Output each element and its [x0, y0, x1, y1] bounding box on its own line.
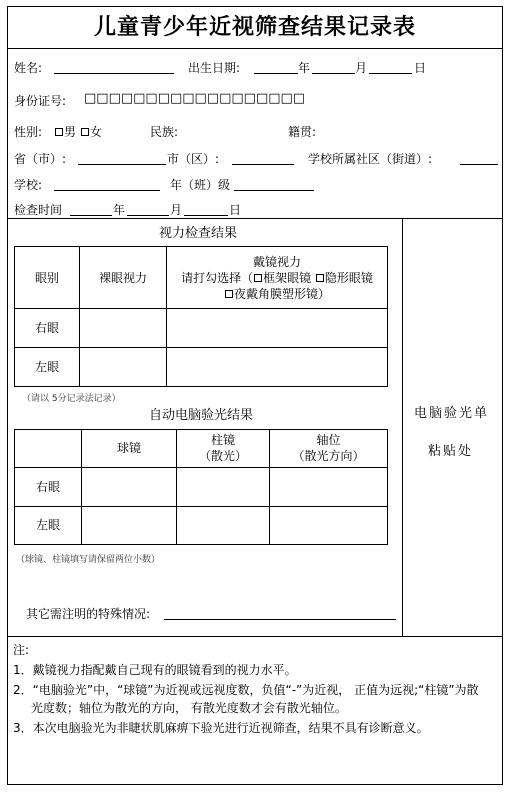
cylinder-title: 柱镜: [210, 433, 235, 447]
glasses-choose-suffix: ）: [318, 286, 331, 301]
birth-label: 出生日期:: [188, 61, 241, 75]
vision-col-glasses: [167, 247, 388, 309]
section-divider-bottom: [7, 636, 503, 637]
community-label: 学校所属社区（街道）:: [308, 152, 433, 166]
vision-left-glasses-cell[interactable]: [167, 348, 388, 387]
school-field[interactable]: [54, 178, 160, 191]
section-divider-top: [7, 218, 503, 219]
district-field[interactable]: [232, 152, 294, 165]
refraction-right-eye-label: 右眼: [15, 467, 82, 506]
refraction-left-cylinder-cell[interactable]: [177, 506, 270, 544]
exam-year-unit: 年: [113, 203, 126, 217]
grade-label: 年（班）级: [170, 178, 231, 192]
contact-lens-label: 隐形眼镜: [324, 270, 373, 285]
school-label: 学校:: [14, 178, 43, 192]
refraction-right-axis-cell[interactable]: [270, 467, 388, 506]
province-field[interactable]: [78, 152, 166, 165]
paste-area-line2: 粘贴处: [428, 444, 474, 459]
paste-area-divider: [402, 218, 403, 636]
gender-label: 性别:: [14, 125, 43, 139]
community-field[interactable]: [460, 152, 498, 165]
refraction-section-title: 自动电脑验光结果: [15, 404, 388, 429]
refraction-left-sphere-cell[interactable]: [82, 506, 177, 544]
note-item-2-cont: 光度数；轴位为散光的方向， 有散光度数才会有散光轴位。: [31, 701, 347, 715]
id-label: 身份证号:: [14, 94, 67, 108]
axis-title: 轴位: [316, 433, 341, 447]
glasses-title: 戴镜视力: [252, 254, 301, 269]
note-item-2: 2．“电脑验光”中，“球镜”为近视或远视度数，负值“-”为近视， 正值为远视;“柱镜”为散: [13, 683, 479, 697]
birth-month-unit: 月: [355, 61, 368, 75]
birth-day-field[interactable]: [369, 61, 412, 74]
exam-time-label: 检查时间: [14, 203, 63, 217]
exam-day-unit: 日: [229, 203, 242, 217]
name-field[interactable]: [54, 61, 174, 74]
title-divider: [7, 48, 503, 49]
note-item-3: 3．本次电脑验光为非睫状肌麻痹下验光进行近视筛查，结果不具有诊断意义。: [13, 721, 429, 735]
note-item-1: 1．戴镜视力指配戴自己现有的眼镜看到的视力水平。: [13, 663, 297, 677]
ortho-lens-label: 夜戴角膜塑形镜: [233, 286, 318, 301]
glasses-choose-prefix: 请打勾选择（: [181, 270, 254, 285]
refraction-col-axis: [270, 429, 388, 467]
female-label: 女: [90, 125, 103, 139]
refraction-right-cylinder-cell[interactable]: [177, 467, 270, 506]
glasses-choice-line2: [167, 286, 387, 302]
exam-year-field[interactable]: [70, 203, 112, 216]
notes-section: [13, 641, 497, 737]
refraction-left-eye-label: 左眼: [15, 506, 82, 544]
male-checkbox[interactable]: [55, 128, 63, 136]
notes-heading: 注:: [13, 643, 30, 657]
exam-month-unit: 月: [170, 203, 183, 217]
cylinder-subtitle: （散光）: [198, 449, 247, 463]
ortho-lens-checkbox[interactable]: [225, 290, 233, 298]
birth-month-field[interactable]: [312, 61, 355, 74]
refraction-table: [14, 404, 388, 545]
grade-field[interactable]: [234, 178, 314, 191]
frame-glasses-checkbox[interactable]: [254, 274, 262, 282]
refraction-left-axis-cell[interactable]: [270, 506, 388, 544]
refraction-note: （球镜、柱镜填写请保留两位小数）: [16, 555, 161, 565]
form-title: 儿童青少年近视筛查结果记录表: [93, 14, 416, 40]
vision-right-naked-cell[interactable]: [80, 309, 167, 348]
vision-section-title: 视力检查结果: [159, 226, 238, 241]
contact-lens-checkbox[interactable]: [316, 274, 324, 282]
refraction-col-sphere: 球镜: [82, 429, 177, 467]
male-label: 男: [64, 125, 77, 139]
frame-glasses-label: 框架眼镜: [263, 270, 312, 285]
female-checkbox[interactable]: [81, 128, 89, 136]
glasses-choice-line1: [167, 270, 387, 286]
refraction-col-cylinder: [177, 429, 270, 467]
exam-day-field[interactable]: [184, 203, 228, 216]
id-number-boxes[interactable]: □□□□□□□□□□□□□□□□□□: [84, 91, 306, 106]
birth-year-unit: 年: [298, 61, 311, 75]
exam-month-field[interactable]: [127, 203, 169, 216]
vision-note: （请以 5分记录法记录）: [22, 394, 121, 404]
vision-right-eye-label: 右眼: [15, 309, 80, 348]
vision-col-eye: 眼别: [15, 247, 80, 309]
birth-year-field[interactable]: [254, 61, 298, 74]
gender-male-option[interactable]: [54, 125, 76, 139]
special-notes-field[interactable]: [164, 607, 396, 620]
province-label: 省（市）:: [14, 152, 67, 166]
birth-day-unit: 日: [414, 61, 427, 75]
vision-left-eye-label: 左眼: [15, 348, 80, 387]
district-label: 市（区）:: [167, 152, 220, 166]
vision-table: [14, 246, 388, 387]
special-notes-label: 其它需注明的特殊情况:: [26, 607, 151, 621]
paste-area-line1: 电脑验光单: [414, 406, 490, 421]
vision-right-glasses-cell[interactable]: [167, 309, 388, 348]
refraction-right-sphere-cell[interactable]: [82, 467, 177, 506]
refraction-col-eye: [15, 429, 82, 467]
vision-left-naked-cell[interactable]: [80, 348, 167, 387]
name-label: 姓名:: [14, 61, 43, 75]
native-place-label: 籍贯:: [288, 125, 317, 139]
axis-subtitle: （散光方向）: [292, 449, 365, 463]
gender-female-option[interactable]: [80, 125, 102, 139]
ethnicity-label: 民族:: [150, 125, 179, 139]
vision-col-naked: 裸眼视力: [80, 247, 167, 309]
